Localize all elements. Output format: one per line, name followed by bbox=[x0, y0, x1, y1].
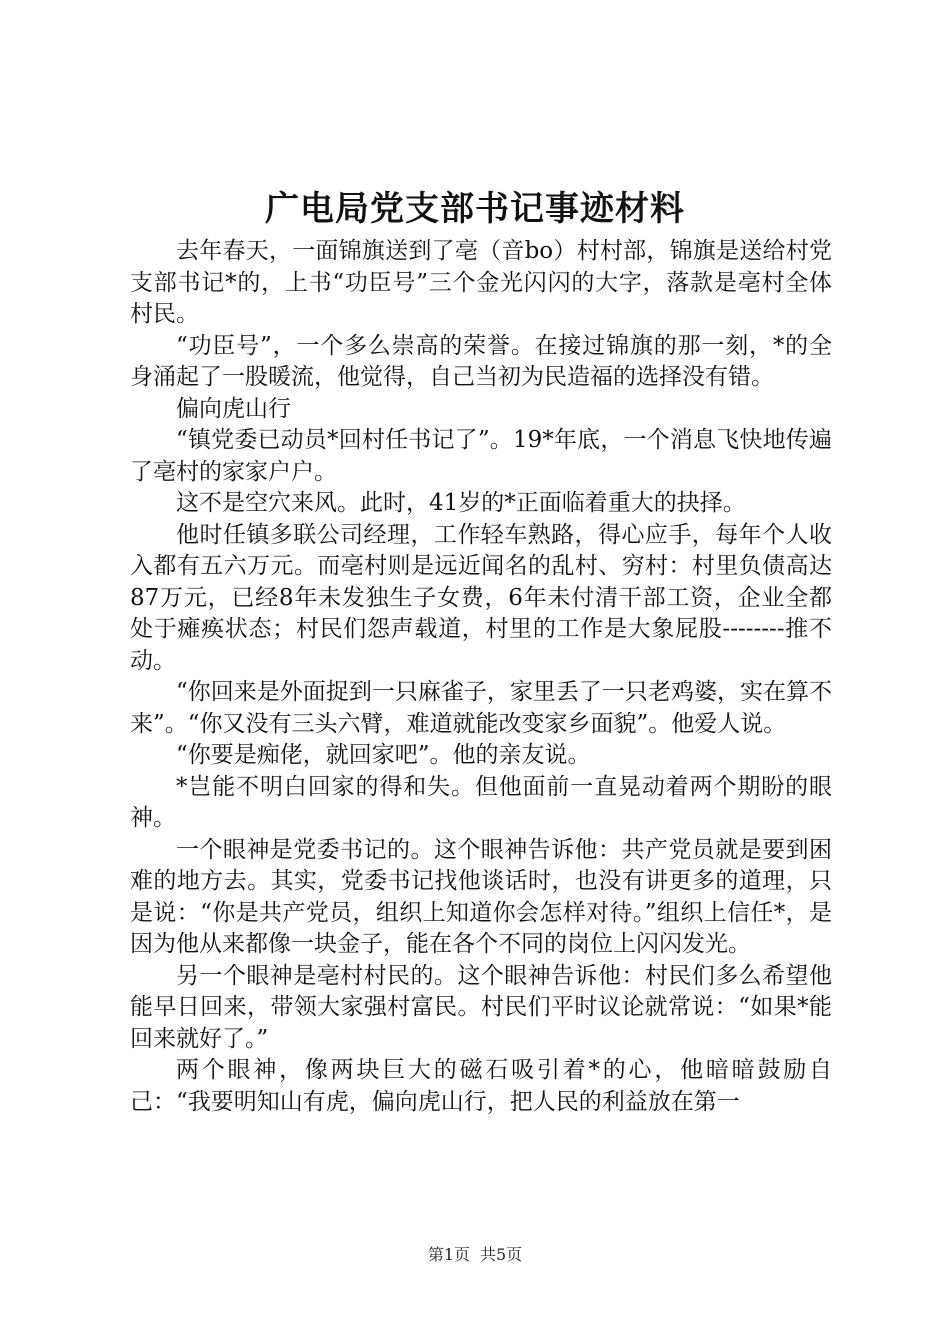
page-footer bbox=[0, 1244, 950, 1266]
paragraph: “镇党委已动员*回村任书记了”。19*年底，一个消息飞快地传遍了亳村的家家户户。 bbox=[130, 427, 832, 485]
paragraph: 这不是空穴来风。此时，41岁的*正面临着重大的抉择。 bbox=[176, 490, 746, 516]
paragraph: “你要是痴佬，就回家吧”。他的亲友说。 bbox=[176, 742, 591, 768]
document-body bbox=[130, 236, 832, 1118]
page-total: 共5页 bbox=[480, 1245, 523, 1264]
page-number: 第1页 bbox=[427, 1245, 470, 1264]
paragraph: 另一个眼神是亳村村民的。这个眼神告诉他：村民们多么希望他能早日回来，带领大家强村富民。村民们平时议论就常说：“如果*能回来就好了。” bbox=[130, 962, 832, 1052]
section-heading: 偏向虎山行 bbox=[176, 395, 291, 422]
paragraph: *岂能不明白回家的得和失。但他面前一直晃动着两个期盼的眼神。 bbox=[130, 773, 832, 831]
paragraph: 一个眼神是党委书记的。这个眼神告诉他：共产党员就是要到困难的地方去。其实，党委书记找他谈话时，也没有讲更多的道理，只是说：“你是共产党员，组织上知道你会怎样对待。”组织上信任*，是因为他从来都像一块金子，能在各个不同的岗位上闪闪发光。 bbox=[130, 836, 832, 957]
paragraph: 他时任镇多联公司经理，工作轻车熟路，得心应手，每年个人收入都有五六万元。而亳村则是远近闻名的乱村、穷村：村里负债高达87万元，已经8年未发独生子女费，6年未付清干部工资，企业全都处于瘫痪状态；村民们怨声载道，村里的工作是大象屁股--------推不动。 bbox=[130, 521, 832, 674]
paragraph: 两个眼神，像两块巨大的磁石吸引着*的心，他暗暗鼓励自己：“我要明知山有虎，偏向虎山行，把人民的利益放在第一 bbox=[130, 1057, 832, 1115]
document-title: 广电局党支部书记事迹材料 bbox=[265, 189, 685, 229]
paragraph: “功臣号”，一个多么崇高的荣誉。在接过锦旗的那一刻，*的全身涌起了一股暖流，他觉得，自己当初为民造福的选择没有错。 bbox=[130, 332, 832, 390]
paragraph: 去年春天，一面锦旗送到了亳（音bo）村村部，锦旗是送给村党支部书记*的，上书“功臣号”三个金光闪闪的大字，落款是亳村全体村民。 bbox=[130, 238, 832, 327]
paragraph: “你回来是外面捉到一只麻雀子，家里丢了一只老鸡婆，实在算不来”。“你又没有三头六臂，难道就能改变家乡面貌”。他爱人说。 bbox=[130, 679, 832, 737]
